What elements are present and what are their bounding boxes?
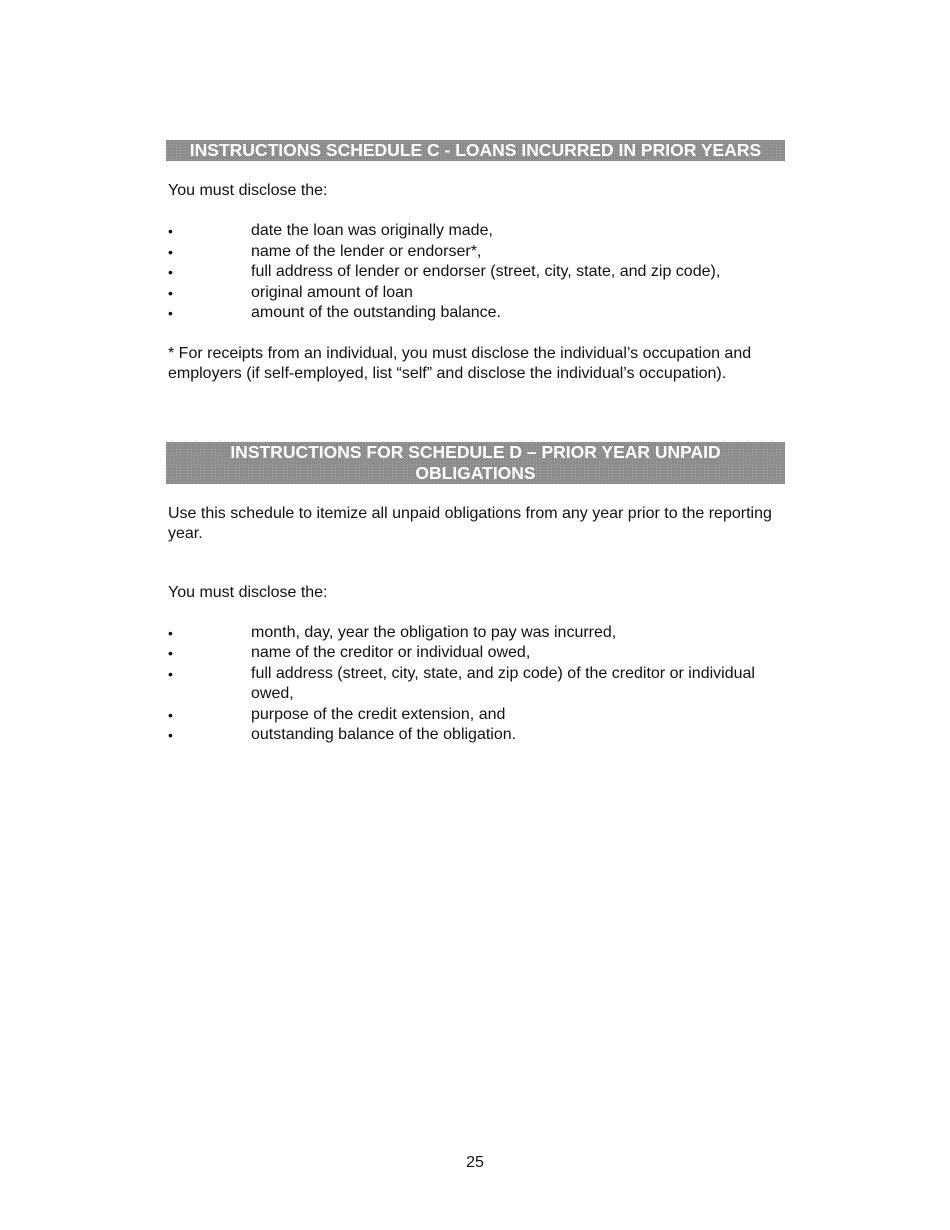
list-item [168,283,788,304]
list-item-text: outstanding balance of the obligation. [251,726,517,744]
list-item [168,262,788,283]
schedule-c-list [168,221,788,324]
list-item-text: full address of lender or endorser (street, city, state, and zip code), [251,263,721,281]
list-item-text: date the loan was originally made, [251,222,493,239]
bullet-icon: • [168,223,173,239]
bullet-icon: • [168,264,173,281]
schedule-d-list [168,623,788,745]
bullet-icon: • [168,645,173,662]
bullet-icon: • [168,727,173,744]
schedule-d-intro: You must disclose the: [168,584,328,601]
list-item-text: name of the lender or endorser*, [251,242,482,260]
bullet-icon: • [168,243,173,260]
bullet-icon: • [168,706,173,723]
list-item-text: purpose of the credit extension, and [251,705,506,723]
schedule-d-description: Use this schedule to itemize all unpaid obligations from any year prior to the reporting year. [168,505,772,542]
list-item [168,221,788,242]
list-item-text: name of the creditor or individual owed, [251,644,531,662]
list-item [168,705,788,725]
list-item-text: month, day, year the obligation to pay was incurred, [251,624,617,641]
list-item [168,664,788,705]
bullet-icon: • [168,625,173,641]
list-item-text: full address (street, city, state, and zip code) of the creditor or individual owed, [251,664,755,703]
bullet-icon: • [168,284,173,301]
schedule-c-heading: INSTRUCTIONS SCHEDULE C - LOANS INCURRED IN PRIOR YEARS [166,140,785,161]
list-item [168,623,788,643]
list-item-text: amount of the outstanding balance. [251,304,501,322]
schedule-c-footnote: * For receipts from an individual, you must disclose the individual’s occupation and employers (if self-employed, list “self” and disclose the individual’s occupation). [168,345,752,382]
list-item-text: original amount of loan [251,283,413,301]
schedule-c-intro: You must disclose the: [168,182,328,199]
schedule-d-heading: INSTRUCTIONS FOR SCHEDULE D – PRIOR YEAR UNPAID OBLIGATIONS [166,442,785,484]
bullet-icon: • [168,305,173,322]
list-item [168,242,788,263]
page-number: 25 [466,1154,484,1171]
bullet-icon: • [168,665,173,682]
list-item [168,303,788,324]
list-item [168,725,788,745]
list-item [168,643,788,663]
